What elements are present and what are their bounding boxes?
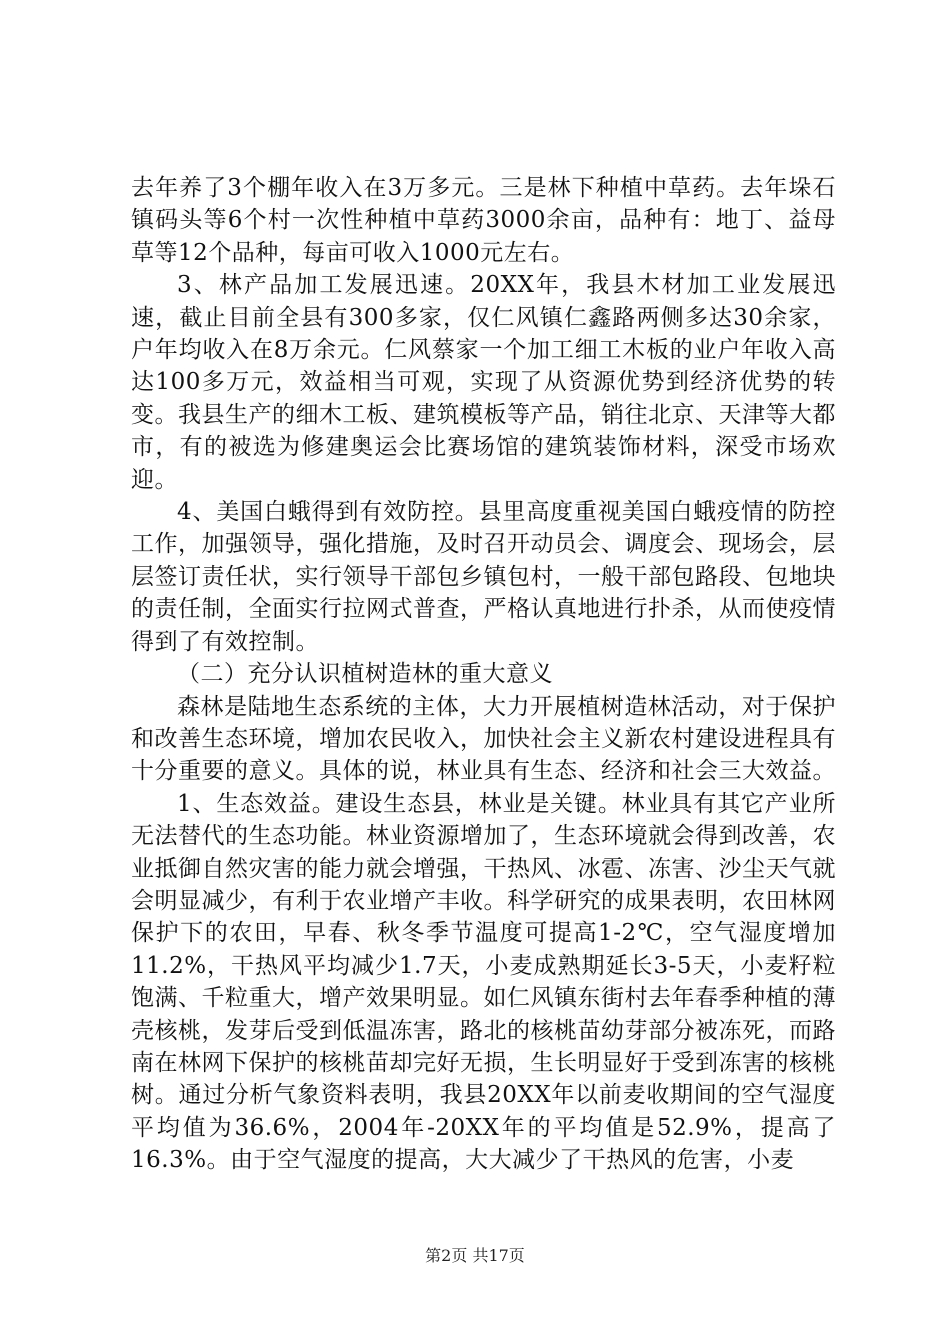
paragraph-5: 森林是陆地生态系统的主体，大力开展植树造林活动，对于保护和改善生态环境，增加农民收入，加快社会主义新农村建设进程具有十分重要的意义。具体的说，林业具有生态、经济和社会三大效益。 <box>131 693 836 785</box>
page-footer <box>0 1246 950 1266</box>
paragraph-3: 4、美国白蛾得到有效防控。县里高度重视美国白蛾疫情的防控工作，加强领导，强化措施，及时召开动员会、调度会、现场会，层层签订责任状，实行领导干部包乡镇包村，一般干部包路段、包地块的责任制，全面实行拉网式普查，严格认真地进行扑杀，从而使疫情得到了有效控制。 <box>131 499 836 655</box>
paragraph-2: 3、林产品加工发展迅速。20XX年，我县木材加工业发展迅速，截止目前全县有300多家，仅仁风镇仁鑫路两侧多达30余家，户年均收入在8万余元。仁风蔡家一个加工细工木板的业户年收入高达100多万元，效益相当可观，实现了从资源优势到经济优势的转变。我县生产的细木工板、建筑模板等产品，销往北京、天津等大都市，有的被选为修建奥运会比赛场馆的建筑装饰材料，深受市场欢迎。 <box>131 272 836 493</box>
section-heading: （二）充分认识植树造林的重大意义 <box>177 661 553 688</box>
paragraph-1: 去年养了3个棚年收入在3万多元。三是林下种植中草药。去年垛石镇码头等6个村一次性种植中草药3000余亩，品种有：地丁、益母草等12个品种，每亩可收入1000元左右。 <box>131 175 836 266</box>
paragraph-6: 1、生态效益。建设生态县，林业是关键。林业具有其它产业所无法替代的生态功能。林业资源增加了，生态环境就会得到改善，农业抵御自然灾害的能力就会增强，干热风、冰雹、冻害、沙尘天气就会明显减少，有利于农业增产丰收。科学研究的成果表明，农田林网保护下的农田，早春、秋冬季节温度可提高1-2℃，空气湿度增加11.2%，干热风平均减少1.7天，小麦成熟期延长3-5天，小麦籽粒饱满、千粒重大，增产效果明显。如仁风镇东街村去年春季种植的薄壳核桃，发芽后受到低温冻害，路北的核桃苗幼芽部分被冻死，而路南在林网下保护的核桃苗却完好无损，生长明显好于受到冻害的核桃树。通过分析气象资料表明，我县20XX年以前麦收期间的空气湿度平均值为36.6%，2004年-20XX年的平均值是52.9%，提高了16.3%。由于空气湿度的提高，大大减少了干热风的危害，小麦 <box>131 790 836 1174</box>
page-number-label: 第2页 共17页 <box>425 1246 525 1265</box>
document-body <box>131 172 836 1177</box>
